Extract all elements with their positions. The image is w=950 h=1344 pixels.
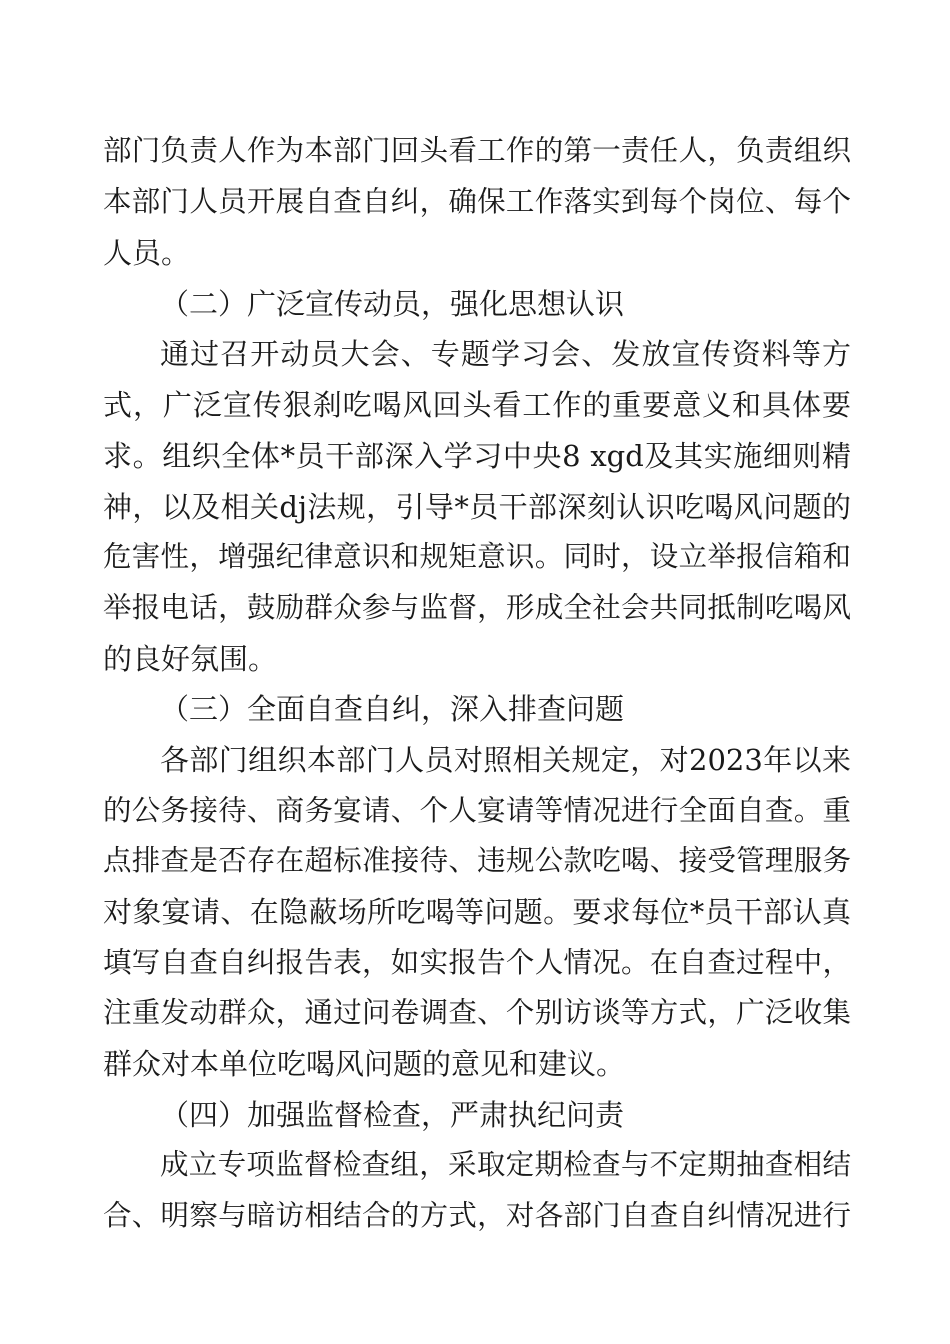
section-heading-2: （二）广泛宣传动员，强化思想认识 <box>160 287 625 321</box>
body-text-line: 群众对本单位吃喝风问题的意见和建议。 <box>103 1047 626 1081</box>
body-text-line: 对象宴请、在隐蔽场所吃喝等问题。要求每位*员干部认真 <box>103 895 851 929</box>
body-text-line: 填写自查自纠报告表，如实报告个人情况。在自查过程中， <box>103 946 851 979</box>
body-text-line: 的公务接待、商务宴请、个人宴请等情况进行全面自查。重 <box>103 794 851 827</box>
paragraph-first-line: 各部门组织本部门人员对照相关规定，对2023年以来 <box>160 743 851 777</box>
body-text-line: 合、明察与暗访相结合的方式，对各部门自查自纠情况进行 <box>103 1199 851 1232</box>
body-text-line: 式，广泛宣传狠刹吃喝风回头看工作的重要意义和具体要 <box>103 388 851 422</box>
body-text-line: 点排查是否存在超标准接待、违规公款吃喝、接受管理服务 <box>103 844 851 877</box>
section-heading-4: （四）加强监督检查，严肃执纪问责 <box>160 1098 625 1132</box>
body-text-line: 举报电话，鼓励群众参与监督，形成全社会共同抵制吃喝风 <box>103 591 851 624</box>
paragraph-first-line: 成立专项监督检查组，采取定期检查与不定期抽查相结 <box>160 1148 851 1181</box>
section-heading-3: （三）全面自查自纠，深入排查问题 <box>160 692 625 726</box>
body-text-line: 本部门人员开展自查自纠，确保工作落实到每个岗位、每个 <box>103 185 851 218</box>
body-text-line: 危害性，增强纪律意识和规矩意识。同时，设立举报信箱和 <box>103 540 851 573</box>
body-text-line: 注重发动群众，通过问卷调查、个别访谈等方式，广泛收集 <box>103 996 851 1029</box>
body-text-line: 的良好氛围。 <box>103 642 278 676</box>
body-text-line: 求。组织全体*员干部深入学习中央8 xgd及其实施细则精 <box>103 439 851 473</box>
body-text-line: 神，以及相关dj法规，引导*员干部深刻认识吃喝风问题的 <box>103 490 851 524</box>
body-text-line: 人员。 <box>103 236 191 270</box>
body-text-line: 部门负责人作为本部门回头看工作的第一责任人，负责组织 <box>103 134 851 167</box>
paragraph-first-line: 通过召开动员大会、专题学习会、发放宣传资料等方 <box>160 337 851 371</box>
